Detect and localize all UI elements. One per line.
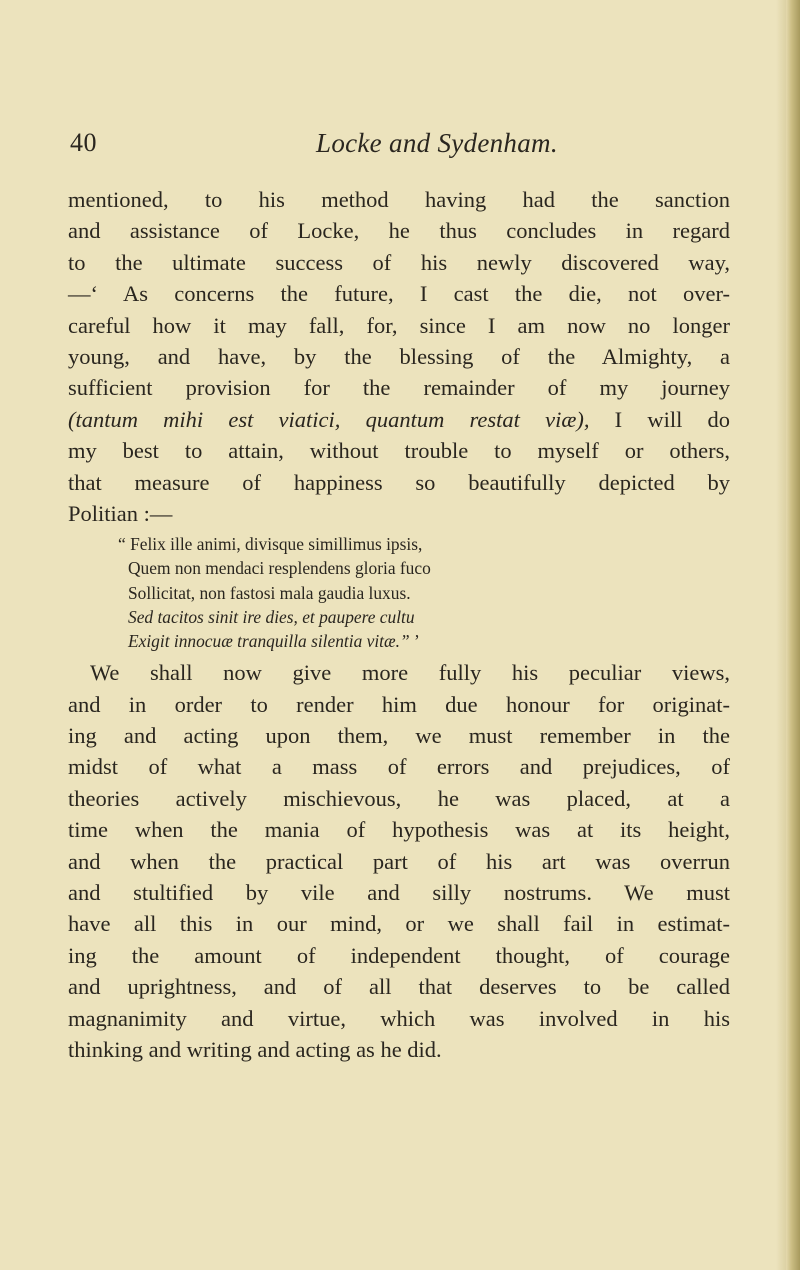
page-header: [70, 128, 730, 168]
text-line: careful how it may fall, for, since I am now no longer: [68, 312, 730, 338]
text-line: and in order to render him due honour for originat-: [68, 691, 730, 717]
text-line: —‘ As concerns the future, I cast the die, not over-: [68, 281, 730, 307]
text-line: my best to attain, without trouble to myself or others,: [68, 438, 730, 464]
verse-line: Quem non mendaci resplendens gloria fuco: [128, 558, 431, 579]
text-line: ing and acting upon them, we must remember in the: [68, 723, 730, 749]
text-line: theories actively mischievous, he was placed, at a: [68, 785, 730, 811]
text-line: sufficient provision for the remainder of my journey: [68, 375, 730, 401]
text-line: to the ultimate success of his newly discovered way,: [68, 249, 730, 275]
text-line: magnanimity and virtue, which was involved in his: [68, 1005, 730, 1031]
text-line: ing the amount of independent thought, of courage: [68, 942, 730, 968]
text-line: thinking and writing and acting as he did.: [68, 1036, 442, 1062]
text-line: and assistance of Locke, he thus concludes in regard: [68, 218, 730, 244]
text-line-mixed: [68, 404, 730, 435]
verse-line: “ Felix ille animi, divisque simillimus ipsis,: [118, 534, 423, 555]
text-segment: I will do: [589, 406, 731, 432]
page-edge: [786, 0, 800, 1270]
page-number: 40: [70, 128, 97, 157]
verse-line-italic: Exigit innocuæ tranquilla silentia vitæ.”: [128, 631, 410, 652]
text-line: young, and have, by the blessing of the Almighty, a: [68, 343, 730, 369]
paragraph-1: [68, 184, 730, 529]
verse-line: Sollicitat, non fastosi mala gaudia luxus.: [128, 582, 411, 603]
verse-line-final: [118, 629, 730, 653]
verse-quotation: [68, 532, 730, 653]
text-line: We shall now give more fully his peculiar views,: [90, 660, 730, 686]
page-edge-shading: [776, 0, 786, 1270]
closing-quote-mark: ’: [409, 631, 420, 652]
running-title: Locke and Sydenham.: [316, 128, 558, 158]
text-line: that measure of happiness so beautifully depicted by: [68, 469, 730, 495]
latin-phrase: (tantum mihi est viatici, quantum restat viæ),: [68, 406, 590, 432]
text-line: mentioned, to his method having had the sanction: [68, 187, 730, 212]
text-line: have all this in our mind, or we shall fail in estimat-: [68, 911, 730, 937]
text-line: and when the practical part of his art was overrun: [68, 848, 730, 874]
page-body: [68, 184, 730, 1065]
verse-line-italic: Sed tacitos sinit ire dies, et paupere cultu: [128, 606, 415, 627]
text-line: midst of what a mass of errors and prejudices, of: [68, 754, 730, 780]
text-line: and uprightness, and of all that deserves to be called: [68, 974, 730, 1000]
text-line: Politian :—: [68, 500, 173, 526]
text-line: and stultified by vile and silly nostrums. We must: [68, 879, 730, 905]
paragraph-2: [68, 657, 730, 1065]
text-line: time when the mania of hypothesis was at its height,: [68, 817, 730, 843]
